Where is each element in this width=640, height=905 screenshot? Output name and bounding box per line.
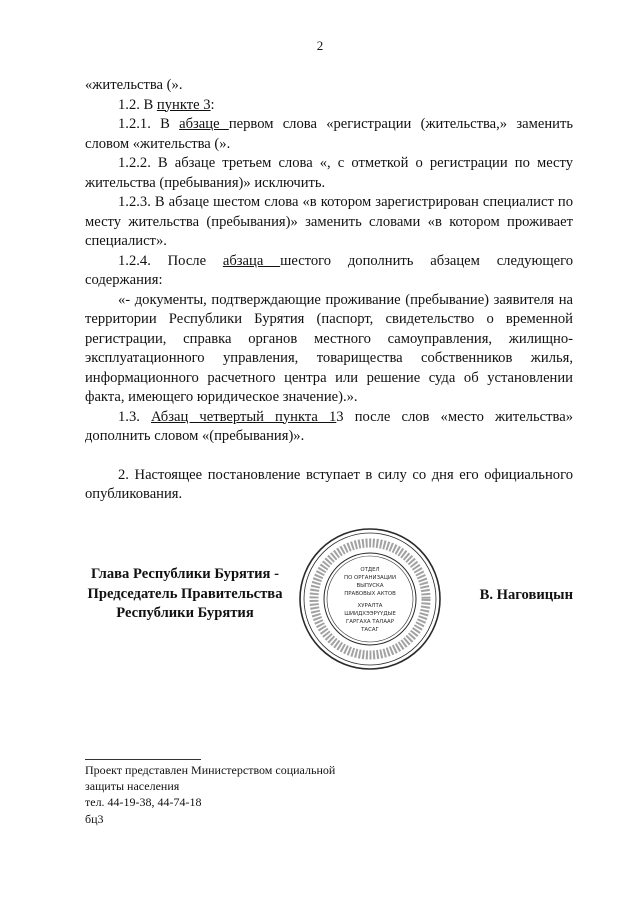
official-stamp-icon (298, 527, 442, 671)
svg-text:ПО ОРГАНИЗАЦИИ: ПО ОРГАНИЗАЦИИ (344, 575, 396, 581)
svg-text:ШИИДХЭЭРҮҮДЫЕ: ШИИДХЭЭРҮҮДЫЕ (344, 611, 396, 617)
link-abzatsa[interactable]: абзаца (222, 252, 281, 269)
svg-text:ГАРГАХА ТАЛААР: ГАРГАХА ТАЛААР (346, 619, 394, 625)
document-code: бц3 (85, 812, 104, 826)
paragraph-1-2: 1.2. В пункте 3: (118, 96, 215, 113)
paragraph-2: 2. Настоящее постановление вступает в силу со дня его официального опубликования. (85, 466, 573, 502)
svg-text:ВЫПУСКА: ВЫПУСКА (356, 583, 384, 589)
page-number: 2 (316, 38, 324, 53)
paragraph-1-2-2: 1.2.2. В абзаце третьем слова «, с отметкой о регистрации по месту жительства (пребывания)» исключить. (85, 155, 573, 191)
signature-title: Глава Республики Бурятия - Председатель Правительства Республики Бурятия (87, 566, 283, 621)
paragraph-continuation: «жительства (». (85, 77, 183, 93)
link-abzats[interactable]: абзаце (179, 116, 229, 132)
signer-name: В. Наговицын (479, 587, 573, 603)
document-body (85, 76, 573, 505)
svg-text:ПРАВОВЫХ АКТОВ: ПРАВОВЫХ АКТОВ (344, 591, 396, 597)
footnote-divider (85, 759, 201, 760)
paragraph-1-2-4: 1.2.4. После абзаца шестого дополнить абзацем следующего содержания: (85, 252, 573, 288)
svg-text:ОТДЕЛ: ОТДЕЛ (360, 567, 380, 573)
paragraph-quote: «- документы, подтверждающие проживание (пребывание) заявителя на территории Республики Бурятия (паспорт, свидетельство о временной регистрации, справка органов местного самоуправления, жилищно-эксплуатационного управления, товарищества собственников жилья, информационного расчетного центра или решение суда об установлении факта, имеющего юридическое значение).». (85, 291, 573, 405)
link-abzats-chetvertyi[interactable]: Абзац четвертый пункта 1 (151, 408, 337, 425)
paragraph-1-2-1: 1.2.1. В абзаце первом слова «регистрации (жительства,» заменить словом «жительства (». (85, 116, 573, 152)
footnote: Проект представлен Министерством социальной защиты населения тел. 44-19-38, 44-74-18 (85, 763, 336, 809)
svg-text:ТАСАГ: ТАСАГ (361, 627, 379, 633)
svg-text:ХУРАЛТА: ХУРАЛТА (357, 603, 383, 609)
link-punkt-3[interactable]: пункте 3 (156, 96, 211, 113)
paragraph-1-3: 1.3. Абзац четвертый пункта 13 после слов «место жительства» дополнить словом «(пребывания)». (85, 408, 573, 444)
paragraph-1-2-3: 1.2.3. В абзаце шестом слова «в котором зарегистрирован специалист по месту жительства (пребывания)» заменить словами «в котором проживает специалист». (85, 194, 573, 249)
